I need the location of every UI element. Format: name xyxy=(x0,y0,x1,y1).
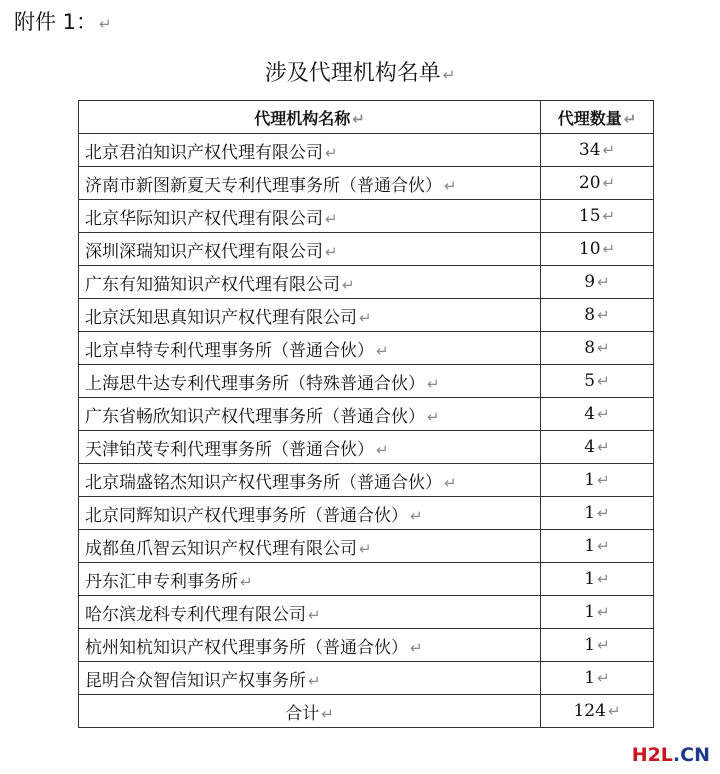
paragraph-mark-icon: ↵ xyxy=(325,209,338,228)
agency-name-cell: 天津铂茂专利代理事务所（普通合伙） ↵ xyxy=(79,431,541,464)
table-row xyxy=(79,629,654,662)
table-row xyxy=(79,596,654,629)
paragraph-mark-icon: ↵ xyxy=(442,66,456,84)
agency-count-cell: 1 ↵ xyxy=(541,563,654,596)
paragraph-mark-icon: ↵ xyxy=(602,240,616,258)
paragraph-mark-icon: ↵ xyxy=(597,603,610,621)
document-title-text: 涉及代理机构名单 xyxy=(264,61,441,86)
site-watermark-logo xyxy=(632,744,710,766)
agency-name-cell: 杭州知杭知识产权代理事务所（普通合伙） ↵ xyxy=(79,629,541,662)
table-row xyxy=(79,530,654,563)
paragraph-mark-icon: ↵ xyxy=(240,572,253,591)
table-total-row xyxy=(79,695,654,728)
paragraph-mark-icon: ↵ xyxy=(376,341,389,360)
paragraph-mark-icon: ↵ xyxy=(602,174,616,192)
document-title xyxy=(0,56,720,87)
table-row xyxy=(79,332,654,365)
agency-count-cell: 1 ↵ xyxy=(541,662,654,695)
table-row xyxy=(79,497,654,530)
agency-name-cell: 上海思牛达专利代理事务所（特殊普通合伙） ↵ xyxy=(79,365,541,398)
watermark-suffix: .CN xyxy=(672,744,710,766)
agency-count-cell: 15 ↵ xyxy=(541,200,654,233)
agency-name-cell: 北京华际知识产权代理有限公司 ↵ xyxy=(79,200,541,233)
paragraph-mark-icon: ↵ xyxy=(410,638,423,657)
agency-name-cell: 成都鱼爪智云知识产权代理有限公司 ↵ xyxy=(79,530,541,563)
table-row xyxy=(79,134,654,167)
paragraph-mark-icon: ↵ xyxy=(597,669,610,687)
table-row xyxy=(79,299,654,332)
agency-count-cell: 1 ↵ xyxy=(541,464,654,497)
paragraph-mark-icon: ↵ xyxy=(623,109,637,128)
agency-count-cell: 5 ↵ xyxy=(541,365,654,398)
paragraph-mark-icon: ↵ xyxy=(325,143,338,162)
header-agency-name: 代理机构名称 ↵ xyxy=(79,101,541,134)
agency-count-cell: 8 ↵ xyxy=(541,332,654,365)
paragraph-mark-icon: ↵ xyxy=(597,405,610,423)
agency-count-cell: 1 ↵ xyxy=(541,530,654,563)
paragraph-mark-icon: ↵ xyxy=(321,704,334,723)
table-body xyxy=(79,134,654,695)
paragraph-mark-icon: ↵ xyxy=(597,438,610,456)
agency-count-cell: 10 ↵ xyxy=(541,233,654,266)
agency-count-cell: 4 ↵ xyxy=(541,431,654,464)
paragraph-mark-icon: ↵ xyxy=(376,440,389,459)
agency-name-cell: 哈尔滨龙科专利代理有限公司 ↵ xyxy=(79,596,541,629)
attachment-label xyxy=(14,6,112,36)
paragraph-mark-icon: ↵ xyxy=(342,275,355,294)
agency-table xyxy=(78,100,654,728)
paragraph-mark-icon: ↵ xyxy=(444,176,457,195)
agency-name-cell: 昆明合众智信知识产权事务所 ↵ xyxy=(79,662,541,695)
table-row xyxy=(79,431,654,464)
agency-count-cell: 9 ↵ xyxy=(541,266,654,299)
paragraph-mark-icon: ↵ xyxy=(308,671,321,690)
table-row xyxy=(79,464,654,497)
agency-name-cell: 北京卓特专利代理事务所（普通合伙） ↵ xyxy=(79,332,541,365)
paragraph-mark-icon: ↵ xyxy=(325,242,338,261)
table-row xyxy=(79,365,654,398)
table-row xyxy=(79,233,654,266)
table-row xyxy=(79,200,654,233)
paragraph-mark-icon: ↵ xyxy=(444,473,457,492)
header-agency-count: 代理数量 ↵ xyxy=(541,101,654,134)
paragraph-mark-icon: ↵ xyxy=(597,636,610,654)
paragraph-mark-icon: ↵ xyxy=(352,109,365,128)
paragraph-mark-icon: ↵ xyxy=(359,308,372,327)
agency-count-cell: 1 ↵ xyxy=(541,596,654,629)
table-header-row xyxy=(79,101,654,134)
paragraph-mark-icon: ↵ xyxy=(597,372,610,390)
table-row xyxy=(79,398,654,431)
table-row xyxy=(79,266,654,299)
paragraph-mark-icon: ↵ xyxy=(597,471,610,489)
paragraph-mark-icon: ↵ xyxy=(597,306,610,324)
paragraph-mark-icon: ↵ xyxy=(602,141,616,159)
total-count: 124 ↵ xyxy=(541,695,654,728)
table-row xyxy=(79,167,654,200)
agency-name-cell: 广东省畅欣知识产权代理事务所（普通合伙） ↵ xyxy=(79,398,541,431)
paragraph-mark-icon: ↵ xyxy=(597,339,610,357)
agency-name-cell: 北京君泊知识产权代理有限公司 ↵ xyxy=(79,134,541,167)
agency-count-cell: 1 ↵ xyxy=(541,497,654,530)
agency-name-cell: 广东有知猫知识产权代理有限公司 ↵ xyxy=(79,266,541,299)
total-label: 合计 ↵ xyxy=(79,695,541,728)
agency-name-cell: 丹东汇申专利事务所 ↵ xyxy=(79,563,541,596)
watermark-brand: H2L xyxy=(631,744,673,766)
paragraph-mark-icon: ↵ xyxy=(607,702,621,720)
agency-name-cell: 北京沃知思真知识产权代理有限公司 ↵ xyxy=(79,299,541,332)
paragraph-mark-icon: ↵ xyxy=(410,506,423,525)
table-row xyxy=(79,662,654,695)
paragraph-mark-icon: ↵ xyxy=(597,570,610,588)
paragraph-mark-icon: ↵ xyxy=(308,605,321,624)
agency-count-cell: 4 ↵ xyxy=(541,398,654,431)
agency-name-cell: 深圳深瑞知识产权代理有限公司 ↵ xyxy=(79,233,541,266)
agency-count-cell: 34 ↵ xyxy=(541,134,654,167)
paragraph-mark-icon: ↵ xyxy=(597,504,610,522)
agency-count-cell: 20 ↵ xyxy=(541,167,654,200)
agency-name-cell: 济南市新图新夏天专利代理事务所（普通合伙） ↵ xyxy=(79,167,541,200)
agency-name-cell: 北京瑞盛铭杰知识产权代理事务所（普通合伙） ↵ xyxy=(79,464,541,497)
paragraph-mark-icon: ↵ xyxy=(427,374,440,393)
paragraph-mark-icon: ↵ xyxy=(597,273,610,291)
paragraph-mark-icon: ↵ xyxy=(427,407,440,426)
agency-count-cell: 8 ↵ xyxy=(541,299,654,332)
paragraph-mark-icon: ↵ xyxy=(359,539,372,558)
attachment-text: 附件 1： xyxy=(14,10,98,34)
paragraph-mark-icon: ↵ xyxy=(99,15,112,33)
paragraph-mark-icon: ↵ xyxy=(597,537,610,555)
agency-count-cell: 1 ↵ xyxy=(541,629,654,662)
agency-name-cell: 北京同辉知识产权代理事务所（普通合伙） ↵ xyxy=(79,497,541,530)
paragraph-mark-icon: ↵ xyxy=(602,207,616,225)
table-row xyxy=(79,563,654,596)
